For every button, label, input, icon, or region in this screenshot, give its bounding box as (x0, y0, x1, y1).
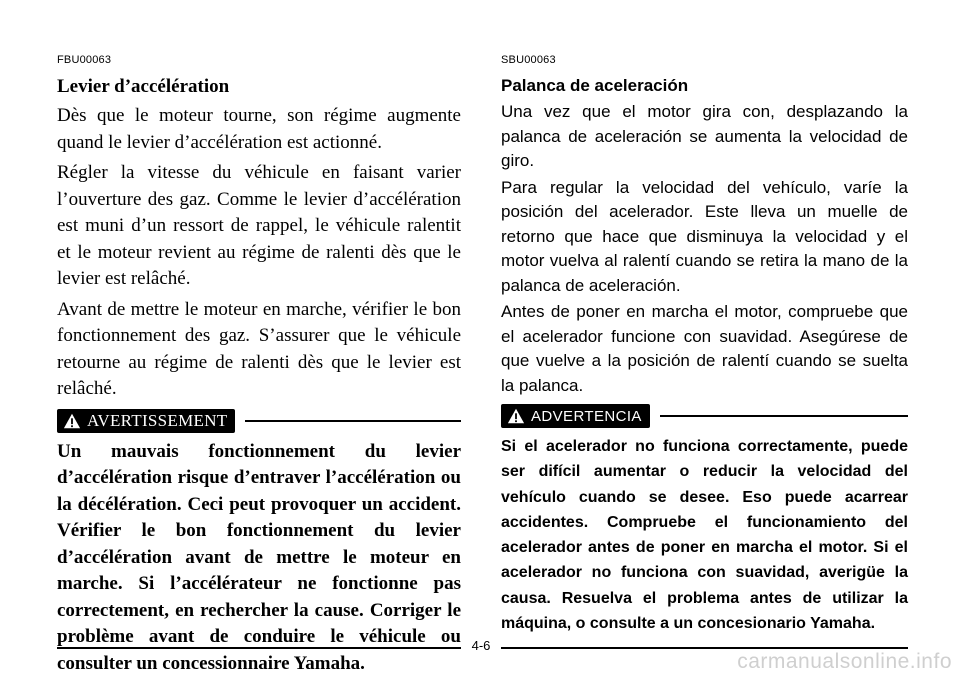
spanish-column (501, 54, 908, 636)
warning-header-fr (57, 409, 461, 433)
warning-rule-es (660, 415, 908, 417)
section-code-fr: FBU00063 (57, 54, 112, 66)
warning-label-es (501, 404, 650, 428)
paragraph-es-1: Una vez que el motor gira con, desplazando la palanca de aceleración se aumenta la velocidad de giro. (501, 102, 908, 170)
french-column (57, 54, 461, 677)
watermark: carmanualsonline.info (737, 650, 952, 673)
section-title-fr: Levier d’accélération (57, 76, 230, 97)
warning-header-es (501, 404, 908, 428)
page-number: 4-6 (471, 638, 491, 653)
paragraph-es-3: Antes de poner en marcha el motor, compruebe que el acelerador funcione con suavidad. Asegúrese de que vuelve a la posición de ralentí cuando se suelta la palanca. (501, 302, 908, 395)
warning-label-fr (57, 409, 235, 433)
warning-label-text-fr: AVERTISSEMENT (87, 410, 228, 430)
section-code-es: SBU00063 (501, 54, 556, 66)
paragraph-fr-2: Régler la vitesse du véhicule en faisant varier l’ouverture des gaz. Comme le levier d’accélération est muni d’un ressort de rappel, le véhicule ralentit et le moteur revient au régime de ralenti dès que le levier est relâché. (57, 162, 461, 289)
warning-label-text-es: ADVERTENCIA (531, 407, 642, 425)
paragraph-fr-3: Avant de mettre le moteur en marche, vérifier le bon fonctionnement des gaz. S’assurer que le véhicule retourne au régime de ralenti dès que le levier est relâché. (57, 298, 461, 399)
footer-rule-right (501, 647, 908, 649)
footer-rule-left (57, 647, 461, 649)
warning-text-es: Si el acelerador no funciona correctamente, puede ser difícil aumentar o reducir la velocidad del vehículo cuando se desee. Eso puede acarrear accidentes. Compruebe el funcionamiento del acelerador antes de poner en marcha el motor. Si el acelerador no funciona con suavidad, averigüe la causa. Resuelva el problema antes de utilizar la máquina, o consulte a un concesionario Yamaha. (501, 438, 908, 633)
warning-rule-fr (245, 420, 461, 422)
paragraph-es-2: Para regular la velocidad del vehículo, varíe la posición del acelerador. Este lleva un muelle de retorno que hace que disminuya la velocidad y el motor vuelva al ralentí cuando se retira la mano de la palanca de aceleración. (501, 177, 908, 295)
warning-text-fr: Un mauvais fonctionnement du levier d’accélération risque d’entraver l’accélération ou la décélération. Ceci peut provoquer un accident. Vérifier le bon fonctionnement du levier d’accélération avant de mettre le moteur en marche. Si l’accélérateur ne fonctionne pas correctement, en rechercher la cause. Corriger le problème avant de conduire le véhicule ou consulter un concessionnaire Yamaha. (57, 440, 461, 674)
paragraph-fr-1: Dès que le moteur tourne, son régime augmente quand le levier d’accélération est actionné. (57, 105, 461, 153)
warning-triangle-icon (507, 407, 525, 425)
section-title-es: Palanca de aceleración (501, 76, 689, 95)
warning-triangle-icon (63, 412, 81, 430)
